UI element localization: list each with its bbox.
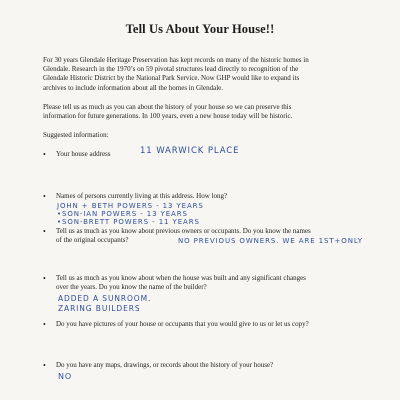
answer-line: •SON-IAN POWERS - 13 YEARS <box>57 210 188 218</box>
request-line: information for future generations. In 100 years, even a new house today will be historic. <box>43 112 293 121</box>
intro-line: Glendale. Research in the 1970’s on 59 pivotal structures lead directly to recognition of the <box>43 65 299 74</box>
form-title: Tell Us About Your House!! <box>125 22 275 36</box>
answer-occupants <box>57 202 204 226</box>
answer-maps: NO <box>58 372 73 381</box>
answer-line: ZARING BUILDERS <box>58 304 141 313</box>
bullet-icon: • <box>43 227 46 236</box>
question-pictures: Do you have pictures of your house or occupants that you would give to us or let us copy? <box>56 320 309 328</box>
intro-line: Glendale Historic District by the National Park Service. Now GHP would like to expand its <box>43 74 300 83</box>
question-maps: Do you have any maps, drawings, or records about the history of your house? <box>56 361 274 369</box>
request-paragraph <box>43 103 373 121</box>
question-line: of the original occupants? <box>56 236 129 245</box>
intro-line: archives to include information about all the homes in Glendale. <box>43 83 224 92</box>
suggested-label: Suggested information: <box>43 131 109 139</box>
intro-line: For 30 years Glendale Heritage Preservation has kept records on many of the historic homes in <box>43 56 309 64</box>
intro-paragraph <box>43 56 373 93</box>
question-address: Your house address <box>56 150 111 158</box>
question-line: Tell us as much as you know about previous owners or occupants. Do you know the names <box>56 227 311 235</box>
bullet-icon: • <box>43 361 46 370</box>
bullet-icon: • <box>43 192 46 201</box>
question-occupants: Names of persons currently living at this address. How long? <box>56 192 228 200</box>
answer-address: 11 WARWICK PLACE <box>140 146 240 156</box>
answer-line: ADDED A SUNROOM. <box>58 294 152 303</box>
bullet-icon: • <box>43 150 46 159</box>
answer-line: •SON-BRETT POWERS - 11 YEARS <box>57 218 200 226</box>
question-line: over the years. Do you know the name of the builder? <box>56 283 207 292</box>
request-line: Please tell us as much as you can about the history of your house so we can preserve this <box>43 103 292 111</box>
answer-construction <box>58 294 151 314</box>
question-line: Tell us as much as you know about when the house was built and any significant changes <box>56 274 306 282</box>
question-construction <box>56 274 378 292</box>
answer-previous-owners: NO PREVIOUS OWNERS. WE ARE 1ST+ONLY <box>178 237 363 245</box>
bullet-icon: • <box>43 320 46 329</box>
bullet-icon: • <box>43 274 46 283</box>
answer-line: JOHN + BETH POWERS - 13 YEARS <box>57 202 204 210</box>
